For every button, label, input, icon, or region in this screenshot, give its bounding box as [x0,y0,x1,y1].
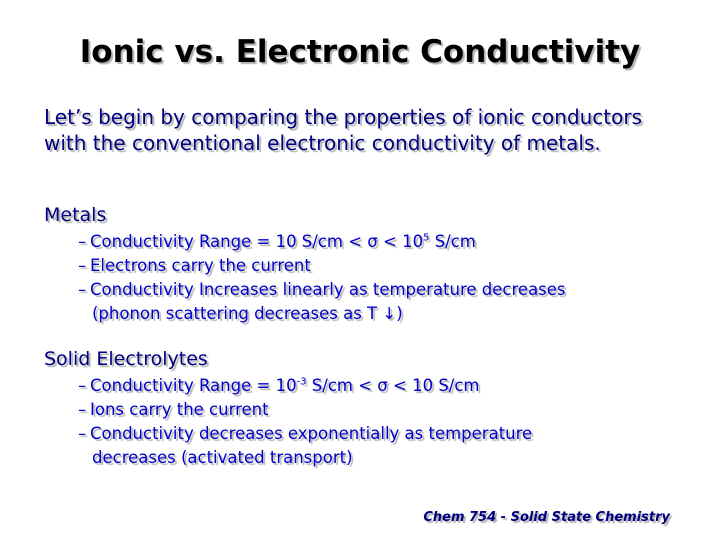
metals-section [44,202,566,326]
item-text: Conductivity Range = 10 [90,376,297,395]
bullet-dash: – [78,424,87,443]
bullet-dash: – [78,256,87,275]
item-text-continuation: decreases (activated transport) [92,448,353,467]
intro-paragraph: Let’s begin by comparing the properties of ionic conductors with the conventional electronic conductivity of metals. [44,105,643,155]
list-item [44,278,566,326]
slide-title: Ionic vs. Electronic Conductivity [79,34,641,70]
item-text: Conductivity Range = 10 S/cm < σ < 10 [90,232,424,251]
electrolytes-list [44,374,532,470]
electrolytes-heading: Solid Electrolytes [44,348,208,370]
metals-heading: Metals [44,204,107,226]
bullet-dash: – [78,232,87,251]
list-item [44,398,532,422]
bullet-dash: – [78,400,87,419]
bullet-dash: – [78,376,87,395]
slide-footer: Chem 754 - Solid State Chemistry [423,510,670,525]
metals-list [44,230,566,326]
solid-electrolytes-section [44,346,532,470]
bullet-dash: – [78,280,87,299]
item-text-tail: S/cm < σ < 10 S/cm [306,376,480,395]
item-text-continuation: (phonon scattering decreases as T ↓) [92,304,403,323]
item-text: Electrons carry the current [90,256,311,275]
list-item [44,374,532,398]
item-text: Conductivity decreases exponentially as temperature [90,424,533,443]
item-text: Ions carry the current [90,400,269,419]
item-text: Conductivity Increases linearly as temperature decreases [90,280,566,299]
list-item [44,230,566,254]
item-superscript: 5 [423,232,430,244]
item-text-tail: S/cm [429,232,476,251]
list-item [44,254,566,278]
item-superscript: -3 [296,376,307,388]
list-item [44,422,532,470]
